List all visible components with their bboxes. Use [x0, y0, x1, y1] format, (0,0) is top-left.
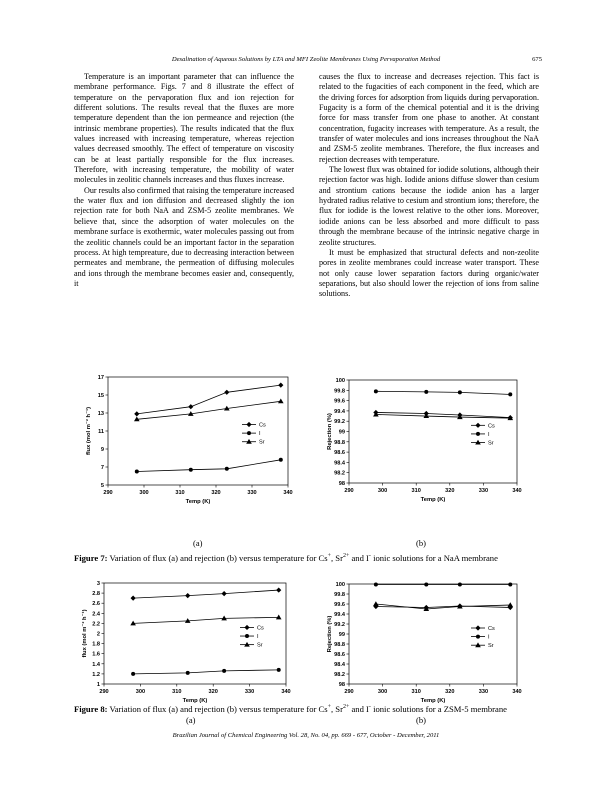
legend-marker-i	[476, 635, 480, 639]
x-tick-label: 290	[99, 689, 109, 695]
data-point-sr	[130, 621, 136, 626]
series-line-sr	[137, 401, 281, 419]
legend-marker-i	[476, 432, 480, 436]
y-axis-label: flux (mol m⁻² h⁻¹)	[86, 407, 92, 455]
legend-marker-cs	[246, 422, 251, 427]
y-tick-label: 98.2	[334, 672, 345, 678]
fig8-label-b: (b)	[416, 715, 426, 725]
data-point-cs	[188, 404, 193, 409]
legend-label-cs: Cs	[488, 423, 495, 430]
data-point-sr	[278, 399, 284, 404]
y-tick-label: 7	[100, 465, 104, 471]
caption-text: , Sr	[331, 552, 343, 563]
caption-label: Figure 7:	[74, 552, 108, 563]
data-point-cs	[276, 587, 281, 592]
legend-marker-sr	[246, 439, 252, 444]
data-point-i	[458, 390, 462, 394]
data-point-sr	[134, 417, 140, 422]
y-tick-label: 1	[96, 682, 100, 688]
y-tick-label: 98	[338, 481, 345, 487]
series-line-i	[133, 670, 279, 674]
x-tick-label: 320	[445, 488, 455, 494]
data-point-sr	[373, 412, 379, 417]
legend-label-i: I	[257, 634, 259, 641]
x-axis-label: Temp (K)	[420, 497, 446, 503]
legend-label-sr: Sr	[488, 440, 494, 447]
y-tick-label: 2.6	[92, 601, 100, 608]
y-tick-label: 17	[97, 375, 104, 381]
legend-label-i: I	[488, 431, 490, 438]
legend-label-sr: Sr	[259, 439, 265, 446]
legend-label-sr: Sr	[257, 642, 263, 649]
data-point-i	[277, 668, 281, 672]
y-tick-label: 99.6	[334, 398, 345, 405]
x-tick-label: 300	[135, 689, 146, 695]
data-point-i	[131, 672, 135, 676]
x-tick-label: 290	[344, 488, 354, 494]
y-tick-label: 99.8	[334, 592, 345, 598]
x-tick-label: 340	[283, 490, 293, 496]
x-tick-label: 330	[244, 689, 255, 695]
legend-label-i: I	[488, 634, 490, 641]
paragraph: It must be emphasized that structural defects and non-zeolite pores in zeolite membranes could increase water transport. These not only cause lower separation factors during organic/water separations, but also should lower the rejection of ions from saline solutions.	[319, 247, 539, 299]
x-axis-label: Temp (K)	[182, 698, 208, 704]
data-point-cs	[185, 593, 190, 598]
y-tick-label: 11	[98, 429, 104, 435]
data-point-i	[424, 583, 428, 587]
y-tick-label: 3	[96, 581, 100, 587]
y-tick-label: 9	[100, 447, 104, 453]
legend-marker-sr	[475, 440, 481, 445]
x-tick-label: 340	[281, 689, 291, 695]
data-point-cs	[373, 410, 378, 415]
series-line-sr	[376, 415, 510, 419]
y-tick-label: 99.4	[334, 612, 345, 618]
x-tick-label: 310	[411, 488, 421, 494]
series-line-cs	[376, 606, 510, 608]
legend-label-cs: Cs	[257, 625, 264, 632]
y-tick-label: 99.4	[334, 408, 345, 415]
fig7-label-b: (b)	[416, 538, 426, 548]
data-point-i	[222, 669, 226, 673]
caption-sup: -	[368, 553, 371, 559]
y-tick-label: 13	[97, 411, 104, 417]
legend-marker-cs	[475, 423, 480, 428]
caption-sup: 2+	[342, 553, 350, 559]
data-point-i	[508, 392, 512, 396]
y-axis-label: Rejection (%)	[327, 413, 333, 450]
data-point-i	[279, 458, 283, 462]
y-tick-label: 2.2	[92, 621, 100, 628]
data-point-i	[508, 583, 512, 587]
y-tick-label: 98.8	[334, 642, 345, 648]
data-point-sr	[185, 618, 191, 623]
running-footer: Brazilian Journal of Chemical Engineering Vol. 28, No. 04, pp. 669 - 677, October - December, 2011	[172, 732, 440, 739]
x-tick-label: 320	[208, 689, 218, 695]
caption-sup: 2+	[342, 704, 350, 710]
x-tick-label: 320	[211, 490, 221, 496]
data-point-cs	[222, 591, 227, 596]
figure7-caption	[74, 551, 544, 563]
y-tick-label: 2.8	[92, 591, 100, 598]
data-point-sr	[457, 414, 463, 419]
caption-text: , Sr	[331, 703, 343, 714]
y-tick-label: 1.8	[92, 641, 100, 648]
data-point-cs	[424, 605, 429, 610]
figure8-caption	[74, 702, 544, 714]
paragraph: causes the flux to increase and decreases rejection. This fact is related to the fugacities of each component in the feed, which are the driving forces for adsorption from liquids during pervaporation. Fugacity is a form of the chemical potential and it is the driving force for mass transfer from one phase to another. At constant concentration, fugacity increases with temperature. As a result, the transfer of water molecules and ions increases throughout the NaA and ZSM-5 zeolite membranes. Therefore, the flux increases and rejection decreases with temperature.	[319, 72, 539, 164]
legend-label-i: I	[259, 431, 261, 438]
y-axis-label: Rejection (%)	[327, 615, 333, 653]
y-tick-label: 98.2	[334, 470, 345, 477]
data-point-cs	[508, 605, 513, 610]
y-tick-label: 99	[338, 429, 345, 436]
y-tick-label: 15	[97, 393, 104, 399]
header-title: Desalination of Aqueous Solutions by LTA and MFI Zeolite Membranes Using Pervaporation Method	[171, 56, 441, 63]
data-point-i	[374, 583, 378, 587]
y-tick-label: 98.4	[334, 662, 345, 668]
y-tick-label: 5	[100, 483, 104, 489]
data-point-i	[374, 389, 378, 393]
data-point-sr	[276, 615, 282, 620]
plot-frame	[104, 583, 286, 684]
legend-marker-cs	[475, 625, 480, 630]
series-line-i	[137, 460, 281, 472]
y-tick-label: 99.6	[334, 602, 345, 608]
data-point-sr	[507, 602, 513, 607]
x-tick-label: 300	[139, 490, 149, 496]
x-axis-label: Temp (K)	[420, 698, 446, 704]
x-tick-label: 310	[411, 689, 421, 695]
x-tick-label: 330	[247, 490, 257, 496]
body-column-right	[319, 72, 539, 300]
y-tick-label: 2	[96, 631, 100, 638]
legend-label-sr: Sr	[488, 643, 494, 650]
data-point-cs	[457, 412, 462, 417]
data-point-sr	[423, 413, 429, 418]
series-line-cs	[137, 385, 281, 414]
series-line-i	[376, 391, 510, 394]
plot-frame	[108, 377, 288, 485]
y-tick-label: 2.4	[92, 611, 100, 618]
y-tick-label: 1.4	[92, 661, 100, 668]
y-tick-label: 1.2	[92, 671, 100, 678]
data-point-i	[225, 467, 229, 471]
caption-sup: +	[327, 704, 331, 710]
data-point-sr	[457, 604, 463, 609]
data-point-sr	[188, 411, 194, 416]
legend-marker-cs	[244, 625, 249, 630]
data-point-cs	[224, 390, 229, 395]
x-tick-label: 290	[344, 689, 354, 695]
caption-sup: -	[368, 704, 371, 710]
paragraph: Temperature is an important parameter that can influence the membrane performance. Figs. 7 and 8 illustrate the effect of temperature on the pervaporation flux and ion rejection for different solutions. The results reveal that the fluxes are more temperature dependent than the ion permeance and rejection (the intrinsic membrane properties). The results indicated that the flux values increased with increasing temperature, whereas rejection values decreased smoothly. The effect of temperature on viscosity can be at least partially responsible for the flux increases. Therefore, with increasing temperature, the mobility of water molecules in zeolitic channels increases and thus fluxes increase.	[74, 72, 294, 185]
plot-frame	[349, 380, 517, 483]
series-line-sr	[133, 617, 279, 623]
data-point-i	[424, 390, 428, 394]
data-point-cs	[131, 596, 136, 601]
y-tick-label: 98	[338, 682, 345, 688]
caption-text: ionic solutions for a NaA membrane	[370, 552, 498, 563]
data-point-i	[458, 583, 462, 587]
y-tick-label: 99.2	[334, 419, 345, 426]
x-tick-label: 340	[512, 689, 522, 695]
data-point-cs	[278, 383, 283, 388]
data-point-cs	[457, 603, 462, 608]
caption-label: Figure 8:	[74, 703, 108, 714]
x-tick-label: 340	[512, 488, 522, 494]
data-point-i	[135, 470, 139, 474]
data-point-sr	[221, 616, 227, 621]
x-tick-label: 310	[172, 689, 182, 695]
x-tick-label: 320	[445, 689, 455, 695]
caption-text: Variation of flux (a) and rejection (b) versus temperature for Cs	[107, 703, 328, 714]
x-tick-label: 300	[377, 488, 388, 494]
legend-label-cs: Cs	[259, 422, 266, 429]
page-number: 675	[532, 56, 542, 63]
legend-marker-i	[245, 634, 249, 638]
y-tick-label: 100	[335, 378, 345, 384]
legend-marker-i	[247, 431, 251, 435]
caption-text: Variation of flux (a) and rejection (b) versus temperature for Cs	[107, 552, 328, 563]
data-point-sr	[224, 406, 230, 411]
caption-text: and I	[349, 703, 369, 714]
legend-marker-sr	[475, 642, 481, 647]
y-tick-label: 98.4	[334, 460, 345, 467]
body-column-left	[74, 72, 294, 289]
fig8-label-a: (a)	[186, 715, 196, 725]
legend-label-cs: Cs	[488, 626, 495, 632]
series-line-cs	[133, 590, 279, 598]
data-point-sr	[507, 415, 513, 420]
x-tick-label: 290	[103, 490, 113, 496]
x-axis-label: Temp (K)	[185, 499, 211, 505]
y-tick-label: 99.2	[334, 622, 345, 628]
y-tick-label: 1.6	[92, 651, 100, 658]
y-tick-label: 100	[335, 582, 345, 588]
y-tick-label: 98.6	[334, 450, 345, 457]
y-axis-label: flux (mol m⁻² h⁻¹)	[82, 609, 88, 658]
caption-sup: +	[327, 553, 331, 559]
data-point-i	[186, 671, 190, 675]
caption-text: ionic solutions for a ZSM-5 membrane	[370, 703, 507, 714]
y-tick-label: 98.8	[334, 439, 345, 446]
y-tick-label: 99.8	[334, 388, 345, 395]
legend-marker-sr	[244, 642, 250, 647]
plot-frame	[349, 584, 517, 684]
data-point-sr	[423, 606, 429, 611]
paragraph: The lowest flux was obtained for iodide solutions, although their rejection factor was high. Iodide anions diffuse slower than cesium and strontium cations because the iodide anion has a larger hydrated radius relative to cesium and strontium ions; therefore, the flux for iodide is the lowest relative to the other ions. Moreover, iodide anions can be less absorbed and more difficult to pass through the membrane because of the intrinsic negative charge in zeolite structures.	[319, 165, 539, 247]
data-point-cs	[373, 604, 378, 609]
data-point-cs	[424, 411, 429, 416]
paragraph: Our results also confirmed that raising the temperature increased the water flux and ion diffusion and decreased slightly the ion rejection rate for both NaA and ZSM-5 zeolite membranes. We believe that, since the adsorption of water molecules on the membrane surface is exothermic, water molecules passing out from the zeolitic channels could be an important factor in the separation process. At high tempreature, due to decreasing interaction between permeates and membrane, the permeation of diffusing molecules and ions through the membrane becomes easier and, consequently, it	[74, 185, 294, 288]
fig7-label-a: (a)	[193, 538, 203, 548]
caption-text: and I	[349, 552, 369, 563]
y-tick-label: 98.6	[334, 652, 345, 658]
series-line-sr	[376, 604, 510, 609]
series-line-cs	[376, 412, 510, 417]
data-point-i	[189, 468, 193, 472]
x-tick-label: 300	[377, 689, 388, 695]
x-tick-label: 330	[478, 689, 489, 695]
x-tick-label: 330	[478, 488, 489, 494]
data-point-cs	[134, 411, 139, 416]
running-header	[70, 56, 542, 68]
x-tick-label: 310	[175, 490, 185, 496]
y-tick-label: 99	[338, 632, 345, 638]
data-point-cs	[508, 415, 513, 420]
data-point-sr	[373, 601, 379, 606]
